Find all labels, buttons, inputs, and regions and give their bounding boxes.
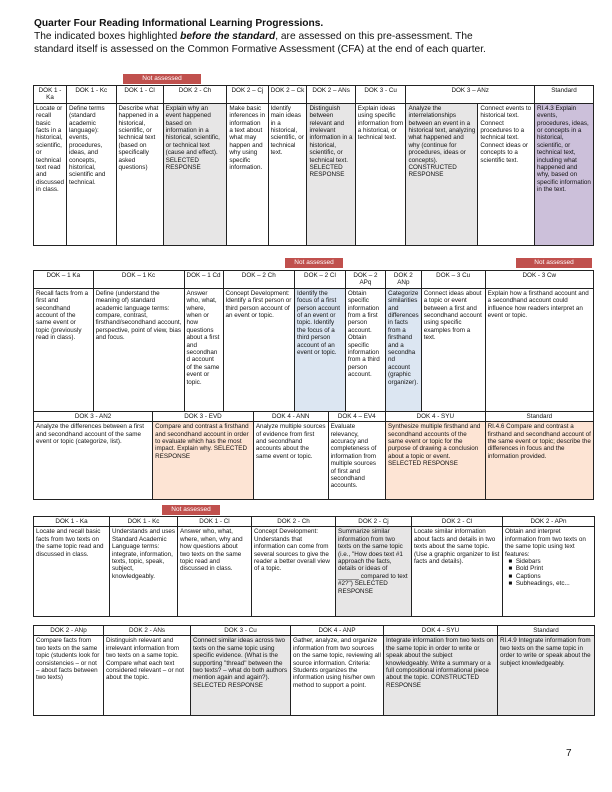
- header-cell: DOK 1 - Kc: [67, 86, 117, 104]
- header-cell: DOK 2 - ANp: [34, 626, 104, 636]
- text-features-intro: Obtain and interpret information from two texts on the same topic using text features:: [505, 528, 586, 558]
- assessed-cell: Integrate information from two texts on the same topic in order to write or speak about the subject knowledgeably. Write a summary or a full compositional informational piece about the topic. CONSTRUCTED RESPONSE: [384, 636, 498, 716]
- assessed-cell: Compare and contrast a firsthand and secondhand account in order to evaluate which has the most impact. Explain why. SELECTED RESPONSE: [153, 422, 254, 500]
- progression-cell: Connect ideas about a topic or event between a first and secondhand account using specific examples from a text.: [421, 288, 485, 411]
- header-cell: DOK - 3 Cw: [485, 271, 593, 289]
- page-title: Quarter Four Reading Informational Learning Progressions.: [34, 18, 324, 29]
- progression-cell: Identify main ideas in a historical, scientific, or technical text.: [268, 103, 307, 245]
- progression-cell: Analyze multiple sources of evidence from first and secondhand accounts about the same event or topic.: [253, 422, 328, 500]
- header-cell: DOK – 1 Ka: [34, 271, 94, 289]
- header-cell: DOK 4 – EV4: [328, 411, 385, 421]
- header-cell: DOK 3 - EVD: [153, 411, 254, 421]
- header-cell: DOK – 2 Ch: [223, 271, 294, 289]
- assessed-cell: Identify the focus of a first person account of an event or topic. Identify the focus of a third person account of an event or topic.: [295, 288, 346, 411]
- progression-cell: Answer who, what, where, when, why and how questions about two texts on the same topic read and discussed in class.: [178, 527, 252, 617]
- not-assessed-tag: Not assessed: [285, 258, 343, 268]
- progression-cell: Connect events to historical text. Connect procedures to a technical text. Connect ideas or concepts to a scientific text.: [478, 103, 535, 245]
- progression-cell: Concept Development: Understands that information can come from several sources to give the reader a better overall view of a topic.: [252, 527, 336, 617]
- progression-cell: Locate similar information about facts and details in two texts about the same topic. (Use a graphic organizer to list facts and details).: [412, 527, 503, 617]
- progression-table-ri-4-6: [33, 270, 594, 500]
- header-cell: DOK 4 - SYU: [385, 411, 485, 421]
- progression-cell: Concept Development: Identify a first person or third person account of an event or topic.: [223, 288, 294, 411]
- assessed-cell: Connect similar ideas across two texts on the same topic using specific evidence. (What is the supporting "thread" between the two texts? – what do both authors mention again and again?). SELECTED RESPONSE: [191, 636, 291, 716]
- header-cell: DOK 2 ANp: [385, 271, 421, 289]
- header-cell: DOK – 3 Cu: [421, 271, 485, 289]
- header-cell: DOK 2 – ANs: [307, 86, 355, 104]
- feature-item: ■ Subheadings, etc...: [505, 580, 570, 588]
- header-cell: DOK 1 - Kc: [110, 517, 178, 527]
- header-cell: Standard: [498, 626, 595, 636]
- standard-cell: RI.4.9 Integrate information from two texts on the same topic in order to write or speak about the subject knowledgeably.: [498, 636, 595, 716]
- header-cell: DOK 2 - ANs: [104, 626, 191, 636]
- progression-cell: Gather, analyze, and organize information from two sources on the same topic, reviewing all source information. Criteria: Students organizes the information using his/her own method to support a point.: [291, 636, 384, 716]
- header-cell: Standard: [534, 86, 593, 104]
- standard-cell: RI.4.3 Explain events, procedures, ideas, or concepts in a historical, scientific, or technical text, including what happened and why, based on specific information in the text.: [534, 103, 593, 245]
- assessed-cell: Summarize similar information from two texts on the same topic (i.e., "How does text #1 approach the facts, details or ideas of ______ compared to text #2?") SELECTED RESPONSE: [336, 527, 412, 617]
- header-cell: DOK 1 - Ka: [34, 86, 67, 104]
- standard-cell: RI.4.6 Compare and contrast a firsthand and secondhand account of the same event or topic; describe the differences in focus and the information provided.: [485, 422, 593, 500]
- header-cell: DOK 1 - Cl: [178, 517, 252, 527]
- progression-cell: Define terms (standard academic language): events, procedures, ideas, and concepts, historical, scientific and technical.: [67, 103, 117, 245]
- header-cell: DOK 4 - ANP: [291, 626, 384, 636]
- progression-cell: Locate or recall basic facts in a historical, scientific, or technical text read and discussed in class.: [34, 103, 67, 245]
- not-assessed-tag: Not assessed: [162, 505, 220, 515]
- progression-cell: Explain ideas using specific information from a historical, or technical text.: [355, 103, 406, 245]
- progression-table-ri-4-9-row2: [33, 625, 595, 716]
- assessed-cell: Categorize similarities and differences in facts from a firsthand and a secondhand account (graphic organizer).: [385, 288, 421, 411]
- header-cell: DOK 1 - Cl: [116, 86, 163, 104]
- header-cell: DOK 2 - Ch: [163, 86, 227, 104]
- header-cell: Standard: [485, 411, 593, 421]
- header-cell: DOK 2 - APn: [503, 517, 595, 527]
- header-cell: DOK 2 - Cj: [336, 517, 412, 527]
- header-cell: DOK – 2 APq: [345, 271, 385, 289]
- header-cell: DOK 1 - Ka: [34, 517, 110, 527]
- header-cell: DOK 3 - Cu: [355, 86, 406, 104]
- progression-cell: Make basic inferences in information a text about what may happen and why using specific information.: [227, 103, 268, 245]
- progression-cell: Analyze the differences between a first and secondhand account of the same event or topic (categorize, list).: [34, 422, 153, 500]
- progression-cell: Explain how a firsthand account and a secondhand account could influence how readers interpret an event or topic.: [485, 288, 593, 411]
- progression-cell: [503, 527, 595, 617]
- header-cell: DOK 4 - ANN: [253, 411, 328, 421]
- progression-cell: Define (understand the meaning of) standard academic language terms: compare, contrast, firsthand/secondhand account, perspective, point of view, bias and focus.: [93, 288, 184, 411]
- header-cell: DOK 2 – Ck: [268, 86, 307, 104]
- assessed-cell: Synthesize multiple firsthand and secondhand accounts of the same event or topic for the purpose of drawing a conclusion about a topic or event. SELECTED RESPONSE: [385, 422, 485, 500]
- assessed-cell: Distinguish between relevant and irrelevant information in a historical, scientific, or technical text. SELECTED RESPONSE: [307, 103, 355, 245]
- header-cell: DOK 4 - SYU: [384, 626, 498, 636]
- feature-item: ■ Sidebars: [505, 558, 541, 566]
- header-cell: DOK – 2 Cl: [295, 271, 346, 289]
- header-cell: DOK 2 – Cj: [227, 86, 268, 104]
- header-cell: DOK 3 – ANz: [406, 86, 535, 104]
- header-cell: DOK 2 - Ch: [252, 517, 336, 527]
- intro-line-3: standard itself is assessed on the Common Formative Assessment (CFA) at the end of each quarter.: [34, 44, 486, 56]
- feature-item: ■ Captions: [505, 572, 541, 580]
- progression-cell: Locate and recall basic facts from two texts on the same topic read and discussed in class.: [34, 527, 110, 617]
- progression-cell: Understands and uses Standard Academic Language terms: integrate, information, texts, topic, speak, subject, knowledgeably.: [110, 527, 178, 617]
- not-assessed-tag: Not assessed: [516, 258, 592, 268]
- assessed-cell: Explain why an event happened based on information in a historical, scientific, or technical text (cause and effect). SELECTED RESPONSE: [163, 103, 227, 245]
- assessed-cell: Analyze the interrelationships between an event in a historical text, analyzing what happened and why (continue for procedures, ideas or concepts). CONSTRUCTED RESPONSE: [406, 103, 478, 245]
- header-cell: DOK 2 - Cl: [412, 517, 503, 527]
- feature-item: ■ Bold Print: [505, 565, 544, 573]
- progression-cell: Evaluate relevancy, accuracy and completeness of information from multiple sources of first and secondhand accounts.: [328, 422, 385, 500]
- progression-cell: Answer who, what, where, when or how questions about a first and secondhand account of the same event or topic.: [184, 288, 223, 411]
- header-cell: DOK – 1 Cd: [184, 271, 223, 289]
- intro-line-2: The indicated boxes highlighted before the standard, are assessed on this pre-assessment. The: [34, 31, 473, 43]
- page-header: [34, 17, 594, 57]
- progression-table-ri-4-3: [33, 85, 594, 246]
- progression-cell: Compare facts from two texts on the same topic (students look for consistencies – or not – about facts between two texts): [34, 636, 104, 716]
- progression-cell: Recall facts from a first and secondhand account of the same event or topic (previously read in class).: [34, 288, 94, 411]
- not-assessed-tag: Not assessed: [123, 74, 201, 84]
- header-cell: DOK 3 - AN2: [34, 411, 153, 421]
- page-number: 7: [566, 748, 572, 759]
- header-cell: DOK – 1 Kc: [93, 271, 184, 289]
- progression-cell: Distinguish relevant and irrelevant information from two texts on a same topic. Compare what each text considered relevant – or not about the topic.: [104, 636, 191, 716]
- progression-cell: Describe what happened in a historical, scientific, or technical text (based on specifically asked questions): [116, 103, 163, 245]
- header-cell: DOK 3 - Cu: [191, 626, 291, 636]
- progression-cell: Obtain specific information from a first person account. Obtain specific information from a third person account.: [345, 288, 385, 411]
- progression-table-ri-4-9: [33, 516, 595, 617]
